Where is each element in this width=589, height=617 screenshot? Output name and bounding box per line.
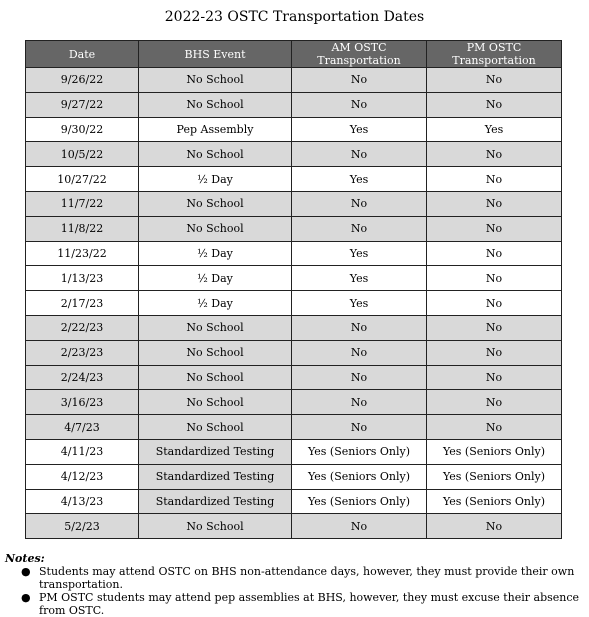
pm-cell: No (427, 315, 562, 340)
pm-cell: Yes (427, 117, 562, 142)
am-cell: No (292, 315, 427, 340)
note-item: ● Students may attend OSTC on BHS non-attendance days, however, they must provide their own transportation. (21, 565, 575, 591)
event-cell: No School (139, 340, 292, 365)
pm-cell: No (427, 191, 562, 216)
date-cell: 3/16/23 (26, 390, 139, 415)
pm-cell: No (427, 291, 562, 316)
am-cell: No (292, 68, 427, 93)
event-cell: No School (139, 142, 292, 167)
date-cell: 9/30/22 (26, 117, 139, 142)
table-row (26, 266, 562, 291)
date-cell: 4/7/23 (26, 415, 139, 440)
page-title: 2022-23 OSTC Transportation Dates (164, 9, 425, 25)
event-cell: ½ Day (139, 266, 292, 291)
am-cell: No (292, 216, 427, 241)
event-cell: No School (139, 68, 292, 93)
bullet-icon: ● (21, 565, 31, 578)
event-cell: No School (139, 390, 292, 415)
event-cell: No School (139, 92, 292, 117)
table-row (26, 167, 562, 192)
table-row (26, 68, 562, 93)
event-cell: No School (139, 415, 292, 440)
am-cell: Yes (Seniors Only) (292, 489, 427, 514)
header-bhs-event: BHS Event (139, 41, 292, 68)
table-row (26, 191, 562, 216)
table-row (26, 92, 562, 117)
pm-cell: No (427, 216, 562, 241)
table-row (26, 439, 562, 464)
table-row (26, 142, 562, 167)
table-row (26, 216, 562, 241)
pm-cell: Yes (Seniors Only) (427, 489, 562, 514)
table-row (26, 340, 562, 365)
date-cell: 4/12/23 (26, 464, 139, 489)
header-date: Date (26, 41, 139, 68)
notes-heading: Notes: (5, 552, 45, 565)
pm-cell: Yes (Seniors Only) (427, 439, 562, 464)
date-cell: 4/13/23 (26, 489, 139, 514)
event-cell: No School (139, 315, 292, 340)
pm-cell: No (427, 92, 562, 117)
pm-cell: No (427, 365, 562, 390)
header-am-transportation: AM OSTC Transportation (292, 41, 427, 68)
am-cell: No (292, 514, 427, 539)
am-cell: Yes (292, 266, 427, 291)
date-cell: 2/23/23 (26, 340, 139, 365)
pm-cell: No (427, 142, 562, 167)
pm-cell: No (427, 415, 562, 440)
date-cell: 1/13/23 (26, 266, 139, 291)
date-cell: 2/22/23 (26, 315, 139, 340)
notes-list (5, 565, 585, 617)
date-cell: 4/11/23 (26, 439, 139, 464)
pm-cell: No (427, 390, 562, 415)
transportation-table (25, 40, 562, 539)
am-cell: No (292, 92, 427, 117)
bullet-icon: ● (21, 591, 31, 604)
am-cell: No (292, 340, 427, 365)
am-cell: Yes (Seniors Only) (292, 464, 427, 489)
event-cell: ½ Day (139, 291, 292, 316)
am-cell: Yes (292, 117, 427, 142)
date-cell: 11/23/22 (26, 241, 139, 266)
event-cell: Standardized Testing (139, 439, 292, 464)
pm-cell: No (427, 266, 562, 291)
event-cell: ½ Day (139, 167, 292, 192)
event-cell: No School (139, 514, 292, 539)
pm-cell: Yes (Seniors Only) (427, 464, 562, 489)
date-cell: 2/24/23 (26, 365, 139, 390)
am-cell: No (292, 390, 427, 415)
am-cell: No (292, 365, 427, 390)
date-cell: 11/7/22 (26, 191, 139, 216)
table-row (26, 291, 562, 316)
am-cell: Yes (292, 167, 427, 192)
pm-cell: No (427, 167, 562, 192)
date-cell: 10/27/22 (26, 167, 139, 192)
table-row (26, 415, 562, 440)
event-cell: Standardized Testing (139, 464, 292, 489)
event-cell: No School (139, 191, 292, 216)
am-cell: No (292, 142, 427, 167)
notes-section (5, 552, 585, 617)
event-cell: ½ Day (139, 241, 292, 266)
table-row (26, 390, 562, 415)
event-cell: Pep Assembly (139, 117, 292, 142)
am-cell: Yes (292, 241, 427, 266)
pm-cell: No (427, 514, 562, 539)
table-row (26, 489, 562, 514)
date-cell: 2/17/23 (26, 291, 139, 316)
date-cell: 9/27/22 (26, 92, 139, 117)
date-cell: 10/5/22 (26, 142, 139, 167)
header-pm-transportation: PM OSTC Transportation (427, 41, 562, 68)
am-cell: No (292, 191, 427, 216)
am-cell: Yes (Seniors Only) (292, 439, 427, 464)
note-item: ● PM OSTC students may attend pep assemblies at BHS, however, they must excuse their absence from OSTC. (21, 591, 580, 617)
date-cell: 11/8/22 (26, 216, 139, 241)
table-body (26, 68, 562, 539)
table-row (26, 514, 562, 539)
event-cell: Standardized Testing (139, 489, 292, 514)
table-row (26, 365, 562, 390)
pm-cell: No (427, 68, 562, 93)
pm-cell: No (427, 241, 562, 266)
pm-cell: No (427, 340, 562, 365)
table-row (26, 117, 562, 142)
date-cell: 9/26/22 (26, 68, 139, 93)
event-cell: No School (139, 216, 292, 241)
am-cell: Yes (292, 291, 427, 316)
am-cell: No (292, 415, 427, 440)
table-header-row (26, 41, 562, 68)
table-row (26, 241, 562, 266)
table-row (26, 315, 562, 340)
event-cell: No School (139, 365, 292, 390)
date-cell: 5/2/23 (26, 514, 139, 539)
table-row (26, 464, 562, 489)
